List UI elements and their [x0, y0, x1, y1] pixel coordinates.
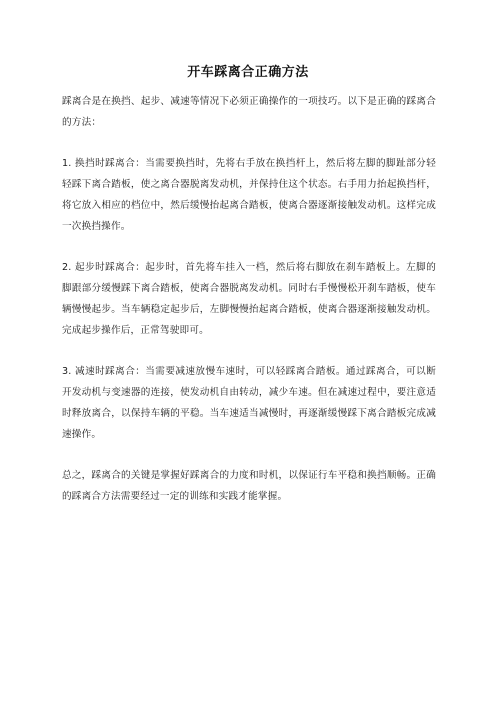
section-paragraph-slowing: 3. 减速时踩离合：当需要减速放慢车速时，可以轻踩离合踏板。通过踩离合，可以断开发动机与变速器的连接，使发动机自由转动，减少车速。但在减速过程中，要注意适时释放离合，以保持车辆的平稳。当车速适当减慢时，再逐渐缓慢踩下离合踏板完成减速操作。 — [62, 366, 436, 440]
section-paragraph-starting: 2. 起步时踩离合：起步时，首先将车挂入一档，然后将右脚放在刹车踏板上。左脚的脚跟部分缓慢踩下离合踏板，使离合器脱离发动机。同时右手慢慢松开刹车踏板，使车辆慢慢起步。当车辆稳定起步后，左脚慢慢抬起离合踏板，使离合器逐渐接触发动机。完成起步操作后，正常驾驶即可。 — [62, 262, 436, 336]
document-body — [62, 92, 436, 508]
conclusion-paragraph: 总之，踩离合的关键是掌握好踩离合的力度和时机，以保证行车平稳和换挡顺畅。正确的踩离合方法需要经过一定的训练和实践才能掌握。 — [62, 470, 436, 503]
document-title: 开车踩离合正确方法 — [187, 65, 309, 80]
section-paragraph-shifting: 1. 换挡时踩离合：当需要换挡时，先将右手放在换挡杆上，然后将左脚的脚趾部分轻轻踩下离合踏板，使之离合器脱离发动机，并保持住这个状态。右手用力抬起换挡杆，将它放入相应的档位中，然后缓慢抬起离合踏板，使离合器逐渐接触发动机。这样完成一次换挡操作。 — [62, 158, 436, 232]
intro-paragraph: 踩离合是在换挡、起步、减速等情况下必须正确操作的一项技巧。以下是正确的踩离合的方法： — [62, 96, 436, 128]
